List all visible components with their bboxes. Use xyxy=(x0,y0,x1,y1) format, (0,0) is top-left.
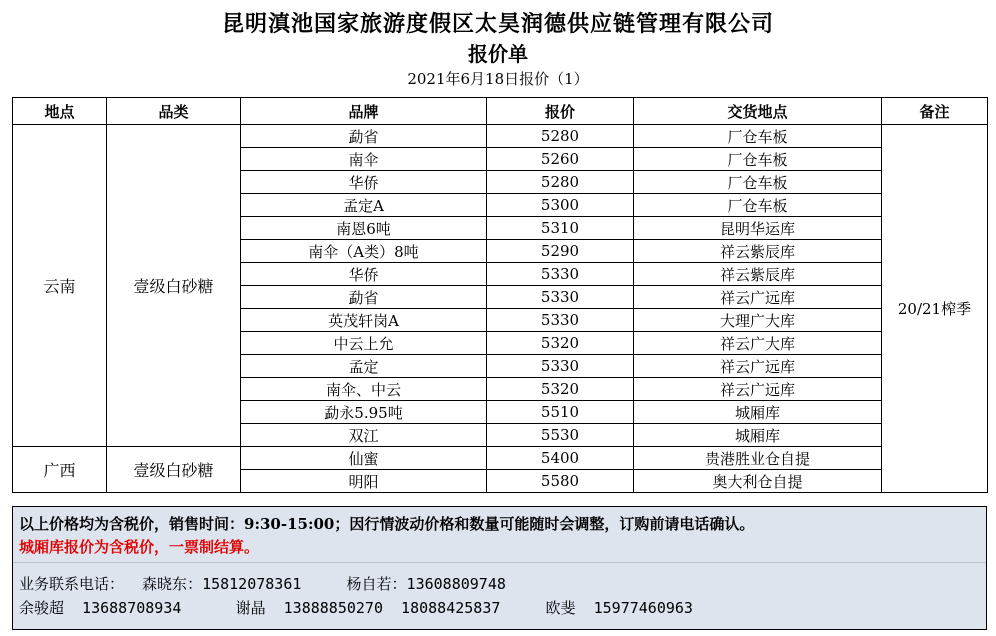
brand-cell: 明阳 xyxy=(241,470,487,493)
delivery-cell: 祥云广远库 xyxy=(634,286,882,309)
price-cell: 5330 xyxy=(487,263,634,286)
document-title: 报价单 xyxy=(468,42,528,66)
quote-date: 2021年6月18日报价（1） xyxy=(407,70,589,88)
brand-cell: 南伞（A类）8吨 xyxy=(241,240,487,263)
price-cell: 5280 xyxy=(487,125,634,148)
brand-cell: 仙蜜 xyxy=(241,447,487,470)
location-cell: 广西 xyxy=(13,447,107,493)
brand-cell: 英茂轩岗A xyxy=(241,309,487,332)
delivery-cell: 贵港胜业仓自提 xyxy=(634,447,882,470)
contacts-line-1: 业务联系电话： 森晓东：15812078361 杨自若：13608809748 xyxy=(19,575,506,593)
delivery-cell: 城厢库 xyxy=(634,424,882,447)
column-header-price: 报价 xyxy=(487,98,634,125)
brand-cell: 南伞、中云 xyxy=(241,378,487,401)
delivery-cell: 厂仓车板 xyxy=(634,125,882,148)
price-cell: 5510 xyxy=(487,401,634,424)
column-header-delivery: 交货地点 xyxy=(634,98,882,125)
delivery-cell: 祥云广大库 xyxy=(634,332,882,355)
brand-cell: 华侨 xyxy=(241,171,487,194)
price-cell: 5280 xyxy=(487,171,634,194)
price-cell: 5580 xyxy=(487,470,634,493)
category-cell: 壹级白砂糖 xyxy=(107,125,241,447)
contacts-line-2: 余骏超 13688708934 谢晶 13888850270 18088425837 欧斐 15977460963 xyxy=(19,599,693,617)
price-cell: 5320 xyxy=(487,378,634,401)
delivery-cell: 奥大利仓自提 xyxy=(634,470,882,493)
price-table xyxy=(12,97,988,493)
brand-cell: 南伞 xyxy=(241,148,487,171)
location-cell: 云南 xyxy=(13,125,107,447)
category-cell: 壹级白砂糖 xyxy=(107,447,241,493)
column-header-brand: 品牌 xyxy=(241,98,487,125)
brand-cell: 中云上允 xyxy=(241,332,487,355)
price-cell: 5300 xyxy=(487,194,634,217)
remark-cell: 20/21榨季 xyxy=(882,125,988,493)
price-cell: 5330 xyxy=(487,286,634,309)
price-cell: 5530 xyxy=(487,424,634,447)
footer-notes xyxy=(12,506,987,630)
delivery-cell: 祥云广远库 xyxy=(634,378,882,401)
table-row xyxy=(13,447,988,470)
company-name: 昆明滇池国家旅游度假区太昊润德供应链管理有限公司 xyxy=(221,11,774,37)
delivery-cell: 厂仓车板 xyxy=(634,171,882,194)
brand-cell: 孟定 xyxy=(241,355,487,378)
table-header-row xyxy=(13,98,988,125)
price-note: 以上价格均为含税价，销售时间：9:30-15:00；因行情波动价格和数量可能随时会调整，订购前请电话确认。 xyxy=(19,515,755,533)
price-cell: 5290 xyxy=(487,240,634,263)
price-cell: 5400 xyxy=(487,447,634,470)
price-cell: 5260 xyxy=(487,148,634,171)
delivery-cell: 厂仓车板 xyxy=(634,148,882,171)
brand-cell: 勐省 xyxy=(241,125,487,148)
brand-cell: 勐永5.95吨 xyxy=(241,401,487,424)
brand-cell: 双江 xyxy=(241,424,487,447)
price-cell: 5320 xyxy=(487,332,634,355)
warehouse-note: 城厢库报价为含税价，一票制结算。 xyxy=(19,538,260,556)
delivery-cell: 昆明华运库 xyxy=(634,217,882,240)
brand-cell: 孟定A xyxy=(241,194,487,217)
delivery-cell: 城厢库 xyxy=(634,401,882,424)
delivery-cell: 厂仓车板 xyxy=(634,194,882,217)
delivery-cell: 祥云紫辰库 xyxy=(634,240,882,263)
column-header-remark: 备注 xyxy=(882,98,988,125)
delivery-cell: 大理广大库 xyxy=(634,309,882,332)
table-row xyxy=(13,125,988,148)
brand-cell: 南恩6吨 xyxy=(241,217,487,240)
delivery-cell: 祥云紫辰库 xyxy=(634,263,882,286)
column-header-location: 地点 xyxy=(13,98,107,125)
price-cell: 5330 xyxy=(487,309,634,332)
price-cell: 5310 xyxy=(487,217,634,240)
footer-divider xyxy=(13,562,986,563)
price-cell: 5330 xyxy=(487,355,634,378)
brand-cell: 华侨 xyxy=(241,263,487,286)
column-header-category: 品类 xyxy=(107,98,241,125)
delivery-cell: 祥云广远库 xyxy=(634,355,882,378)
brand-cell: 勐省 xyxy=(241,286,487,309)
